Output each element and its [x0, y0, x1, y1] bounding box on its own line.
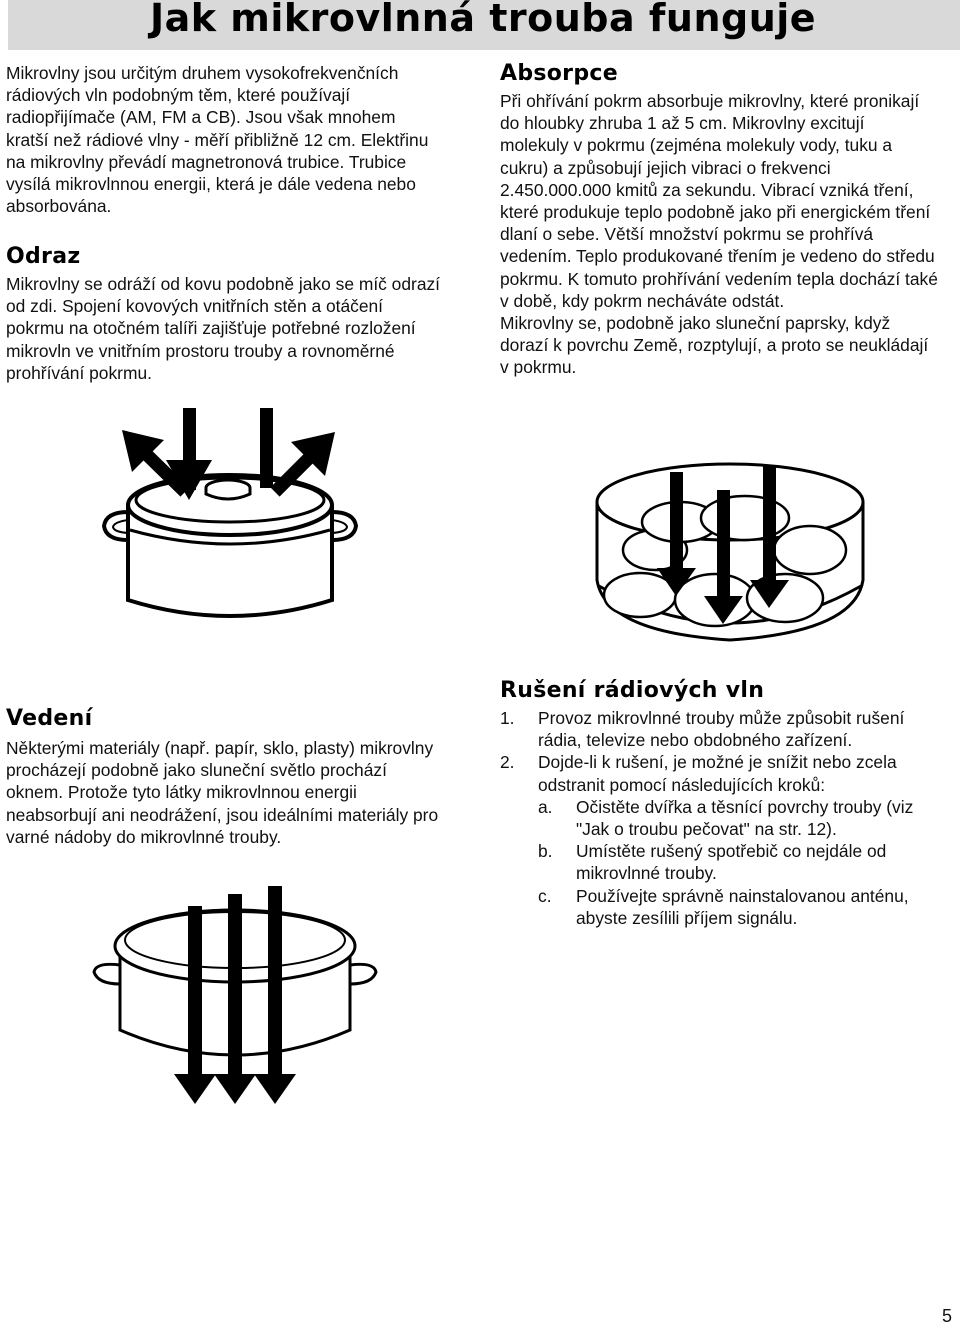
odraz-line: pokrmu na otočném talíři zajišťuje potřebné rozložení: [6, 318, 416, 339]
odraz-line: od zdi. Spojení kovových vnitřních stěn a otáčení: [6, 296, 384, 317]
substep-line: Umístěte rušený spotřebič co nejdále od: [576, 841, 887, 862]
substep-line: mikrovlnné trouby.: [576, 863, 717, 884]
absorpce-line: dorazí k povrchu Země, rozptylují, a proto se neukládají: [500, 335, 929, 356]
step-line: Dojde-li k rušení, je možné je snížit nebo zcela: [538, 752, 897, 773]
absorpce-line: molekuly v pokrmu (zejména molekuly vody, tuku a: [500, 135, 893, 156]
intro-line: na mikrovlny převádí magnetronová trubice. Trubice: [6, 151, 407, 172]
intro-line: vysílá mikrovlnnou energii, která je dále vedena nebo: [6, 174, 416, 195]
step-line: rádia, televize nebo obdobného zařízení.: [538, 730, 853, 751]
dish-handle-right: [350, 964, 376, 984]
absorpce-line: do hloubky zhruba 1 až 5 cm. Mikrovlny excitují: [500, 113, 865, 134]
pot-handle-left: [104, 512, 128, 540]
absorpce-line: v pokrmu.: [500, 357, 577, 378]
ruseni-list: [500, 707, 958, 929]
ruseni-step: [500, 707, 958, 751]
ruseni-substep: [538, 885, 958, 929]
intro-line: radiopřijímače (AM, FM a CB). Jsou však mnohem: [6, 107, 396, 128]
page-title: Jak mikrovlnná trouba funguje: [149, 0, 817, 40]
vedeni-line: Některými materiály (např. papír, sklo, plasty) mikrovlny: [6, 738, 434, 758]
step-number: 2.: [500, 752, 515, 773]
vedeni-heading: Vedení: [6, 706, 93, 731]
vedeni-line: oknem. Protože tyto látky mikrovlnnou energii: [6, 782, 357, 803]
absorpce-line: dlaní o sebe. Větší množství pokrmu se prohřívá: [500, 224, 874, 245]
substep-line: Používejte správně nainstalovanou anténu,: [576, 885, 909, 906]
absorpce-line: vedením. Teplo produkované třením je vedeno do středu: [500, 246, 935, 267]
absorpce-line: Mikrovlny se, podobně jako sluneční paprsky, když: [500, 313, 891, 334]
odraz-heading: Odraz: [6, 244, 81, 269]
absorpce-line: které produkuje teplo podobně jako při energickém tření: [500, 202, 931, 223]
ruseni-heading: Rušení rádiových vln: [500, 678, 765, 703]
odraz-line: mikrovln ve vnitřním prostoru trouby a rovnoměrné: [6, 340, 395, 361]
intro-line: absorbována.: [6, 196, 112, 217]
absorpce-line: 2.450.000.000 kmitů za sekundu. Vibrací vzniká tření,: [500, 179, 914, 200]
absorpce-heading: Absorpce: [500, 61, 618, 86]
absorpce-line: v době, kdy pokrm necháváte odstát.: [500, 290, 785, 311]
step-line: odstranit pomocí následujících kroků:: [538, 774, 826, 795]
absorpce-line: cukru) a způsobují jejich vibraci o frekvenci: [500, 157, 831, 178]
pot-handle-right: [332, 512, 356, 540]
page-number: 5: [941, 1306, 952, 1326]
intro-line: rádiových vln podobným těm, které používají: [6, 85, 351, 106]
ruseni-substep: [538, 796, 958, 840]
vedeni-paragraph: [6, 737, 476, 848]
absorpce-line: Při ohřívání pokrm absorbuje mikrovlny, které pronikají: [500, 91, 920, 111]
substep-line: Očistěte dvířka a těsnící povrchy trouby (viz: [576, 796, 914, 817]
step-line: Provoz mikrovlnné trouby může způsobit rušení: [538, 708, 905, 728]
substep-line: "Jak o troubu pečovat" na str. 12).: [576, 819, 837, 840]
dish-handle-left: [94, 964, 120, 984]
odraz-line: Mikrovlny se odráží od kovu podobně jako se míč odrazí: [6, 274, 441, 294]
odraz-paragraph: [6, 273, 481, 384]
substep-line: abyste zesílili příjem signálu.: [576, 907, 798, 928]
intro-paragraph: [6, 62, 476, 217]
intro-line: kratší než rádiové vlny - měří přibližně 12 cm. Elektřinu: [6, 129, 429, 150]
absorpce-line: pokrmu. K tomuto prohřívání vedením tepla dochází také: [500, 268, 938, 289]
food-bowl-absorption-figure: [585, 410, 875, 650]
vedeni-line: procházejí podobně jako sluneční světlo prochází: [6, 760, 387, 781]
absorpce-paragraph: [500, 90, 958, 379]
vedeni-line: neabsorbují ani neodrážení, jsou ideálními materiály pro: [6, 804, 439, 825]
intro-line: Mikrovlny jsou určitým druhem vysokofrekvenčních: [6, 63, 399, 83]
vedeni-line: varné nádoby do mikrovlnné trouby.: [6, 826, 282, 847]
substep-letter: a.: [538, 796, 553, 817]
glass-dish-conduction-figure: [90, 880, 380, 1110]
substep-letter: b.: [538, 841, 553, 862]
ruseni-step: [500, 751, 958, 929]
substep-letter: c.: [538, 885, 552, 906]
metal-pot-reflection-figure: [100, 400, 360, 630]
ruseni-substep: [538, 840, 958, 884]
step-number: 1.: [500, 708, 515, 728]
odraz-line: prohřívání pokrmu.: [6, 362, 152, 383]
